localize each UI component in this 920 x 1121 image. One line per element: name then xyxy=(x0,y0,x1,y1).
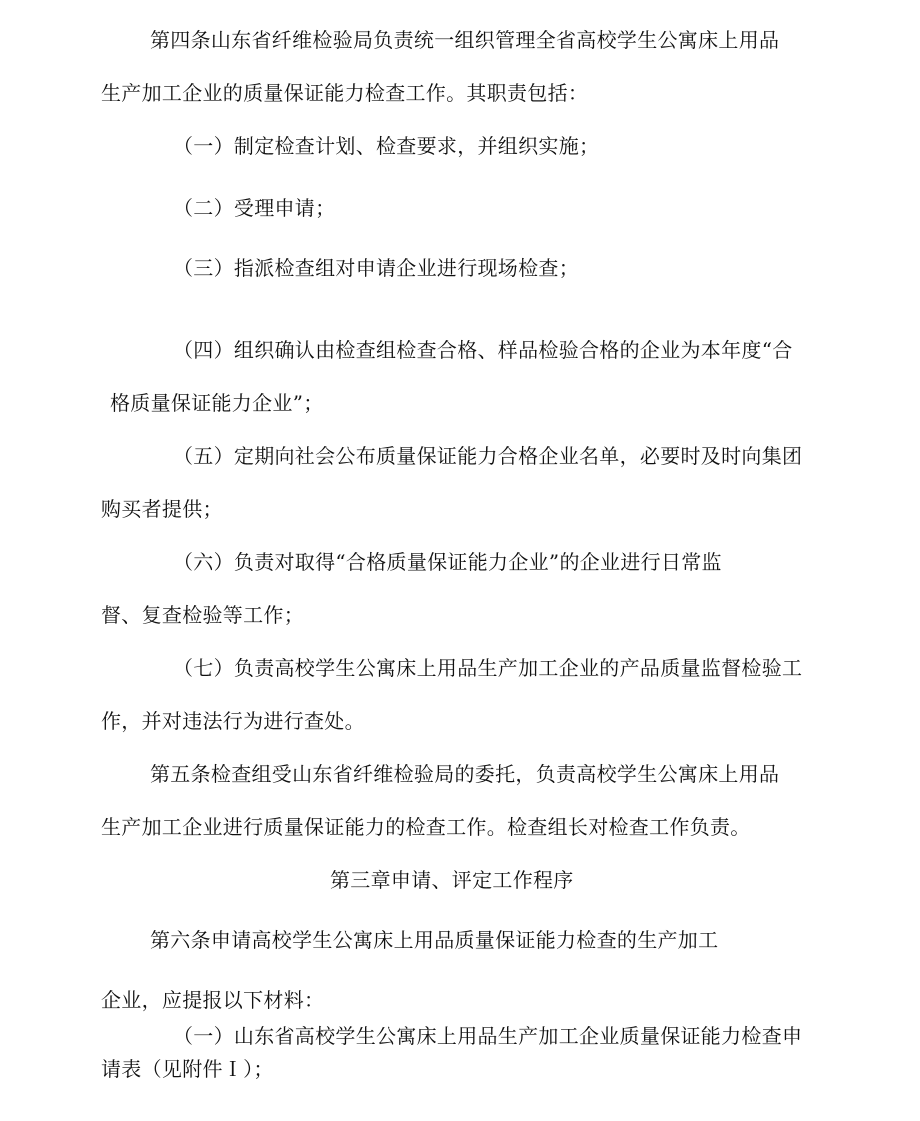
item-4-line-1: （四）组织确认由检查组检查合格、样品检验合格的企业为本年度“合 xyxy=(173,338,793,362)
article-6-line-1: 第六条申请高校学生公寓床上用品质量保证能力检查的生产加工 xyxy=(150,928,719,952)
item-7-line-1: （七）负责高校学生公寓床上用品生产加工企业的产品质量监督检验工 xyxy=(173,656,803,680)
item-2: （二）受理申请； xyxy=(173,196,336,220)
item-3: （三）指派检查组对申请企业进行现场检查； xyxy=(173,256,579,280)
material-1-line-1: （一）山东省高校学生公寓床上用品生产加工企业质量保证能力检查申 xyxy=(173,1024,803,1048)
article-5-line-2: 生产加工企业进行质量保证能力的检查工作。检查组长对检查工作负责。 xyxy=(101,815,751,839)
chapter-3-heading: 第三章申请、评定工作程序 xyxy=(330,868,574,892)
item-7-line-2: 作，并对违法行为进行查处。 xyxy=(101,709,365,733)
article-5-line-1: 第五条检查组受山东省纤维检验局的委托，负责高校学生公寓床上用品 xyxy=(150,762,780,786)
item-4-line-2: 格质量保证能力企业”； xyxy=(110,391,324,415)
item-5-line-1: （五）定期向社会公布质量保证能力合格企业名单，必要时及时向集团 xyxy=(173,444,803,468)
material-1-line-2: 请表（见附件Ｉ）； xyxy=(101,1057,274,1081)
item-1: （一）制定检查计划、检查要求，并组织实施； xyxy=(173,134,600,158)
item-6-line-1: （六）负责对取得“合格质量保证能力企业”的企业进行日常监 xyxy=(173,550,722,574)
item-5-line-2: 购买者提供； xyxy=(101,497,223,521)
article-4-line-2: 生产加工企业的质量保证能力检查工作。其职责包括： xyxy=(101,81,589,105)
article-4-line-1: 第四条山东省纤维检验局负责统一组织管理全省高校学生公寓床上用品 xyxy=(150,28,780,52)
item-6-line-2: 督、复查检验等工作； xyxy=(101,603,304,627)
article-6-line-2: 企业，应提报以下材料： xyxy=(101,988,325,1012)
